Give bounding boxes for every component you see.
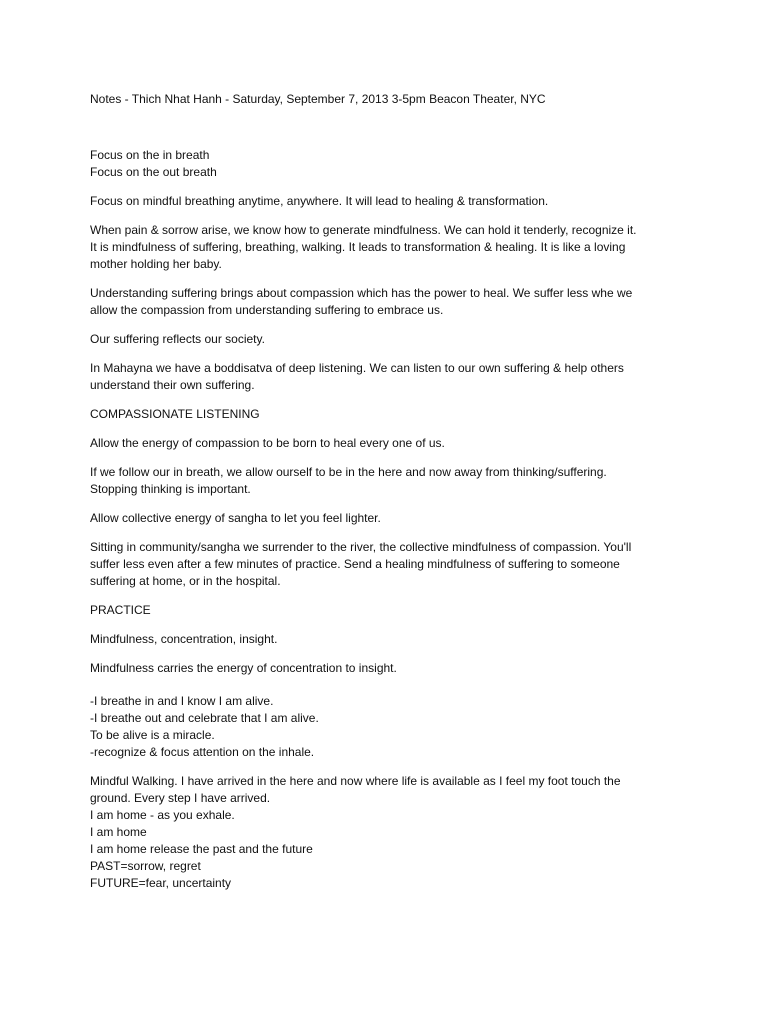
text-line: If we follow our in breath, we allow ourself to be in the here and now away from thinking/suffering.	[90, 465, 607, 479]
text-line: ground. Every step I have arrived.	[90, 791, 271, 805]
text-line: When pain & sorrow arise, we know how to generate mindfulness. We can hold it tenderly, recognize it.	[90, 223, 637, 237]
paragraph	[90, 360, 690, 394]
spacer	[90, 210, 690, 222]
spacer	[90, 619, 690, 631]
paragraph	[90, 631, 690, 648]
spacer	[90, 590, 690, 602]
text-line: FUTURE=fear, uncertainty	[90, 876, 232, 890]
document-title	[90, 91, 690, 108]
text-line: I am home	[90, 825, 147, 839]
spacer	[90, 348, 690, 360]
paragraph	[90, 464, 690, 498]
text-line: Our suffering reflects our society.	[90, 332, 265, 346]
text-line: It is mindfulness of suffering, breathing, walking. It leads to transformation & healing. It is like a loving	[90, 240, 626, 254]
text-line: Focus on mindful breathing anytime, anywhere. It will lead to healing & transformation.	[90, 194, 549, 208]
text-line: -I breathe in and I know I am alive.	[90, 694, 274, 708]
text-line: I am home - as you exhale.	[90, 808, 235, 822]
paragraph	[90, 693, 690, 761]
paragraph	[90, 660, 690, 677]
text-line: Mindful Walking. I have arrived in the here and now where life is available as I feel my foot touch the	[90, 774, 621, 788]
text-line: Sitting in community/sangha we surrender to the river, the collective mindfulness of compassion. You'll	[90, 540, 632, 554]
paragraph	[90, 406, 690, 423]
text-line: In Mahayna we have a boddisatva of deep listening. We can listen to our own suffering & help others	[90, 361, 624, 375]
text-line: -I breathe out and celebrate that I am alive.	[90, 711, 319, 725]
text-line: mother holding her baby.	[90, 257, 222, 271]
paragraph	[90, 773, 690, 892]
spacer	[90, 108, 690, 147]
spacer	[90, 394, 690, 406]
text-line: Understanding suffering brings about compassion which has the power to heal. We suffer less whe we	[90, 286, 633, 300]
paragraph	[90, 222, 690, 273]
text-line: suffering at home, or in the hospital.	[90, 574, 281, 588]
title-line: Notes - Thich Nhat Hanh - Saturday, September 7, 2013 3-5pm Beacon Theater, NYC	[90, 92, 546, 106]
text-line: -recognize & focus attention on the inhale.	[90, 745, 315, 759]
spacer	[90, 273, 690, 285]
paragraph	[90, 539, 690, 590]
text-line: Mindfulness, concentration, insight.	[90, 632, 278, 646]
spacer	[90, 423, 690, 435]
document-page	[90, 91, 690, 892]
text-line: Allow collective energy of sangha to let you feel lighter.	[90, 511, 381, 525]
text-line: Mindfulness carries the energy of concentration to insight.	[90, 661, 397, 675]
text-line: I am home release the past and the future	[90, 842, 313, 856]
paragraph	[90, 510, 690, 527]
text-line: Focus on the in breath	[90, 148, 210, 162]
text-line: PAST=sorrow, regret	[90, 859, 201, 873]
spacer	[90, 498, 690, 510]
text-line: understand their own suffering.	[90, 378, 255, 392]
paragraph	[90, 285, 690, 319]
spacer	[90, 527, 690, 539]
spacer	[90, 677, 690, 693]
spacer	[90, 181, 690, 193]
paragraph	[90, 147, 690, 181]
text-line: Stopping thinking is important.	[90, 482, 251, 496]
text-line: Allow the energy of compassion to be born to heal every one of us.	[90, 436, 445, 450]
paragraph	[90, 435, 690, 452]
spacer	[90, 648, 690, 660]
text-line: suffer less even after a few minutes of practice. Send a healing mindfulness of suffering to someone	[90, 557, 620, 571]
spacer	[90, 319, 690, 331]
spacer	[90, 761, 690, 773]
paragraph	[90, 193, 690, 210]
text-line: To be alive is a miracle.	[90, 728, 215, 742]
text-line: COMPASSIONATE LISTENING	[90, 407, 260, 421]
spacer	[90, 452, 690, 464]
paragraph-list	[90, 147, 690, 892]
paragraph	[90, 602, 690, 619]
text-line: PRACTICE	[90, 603, 151, 617]
text-line: allow the compassion from understanding suffering to embrace us.	[90, 303, 444, 317]
paragraph	[90, 331, 690, 348]
text-line: Focus on the out breath	[90, 165, 217, 179]
